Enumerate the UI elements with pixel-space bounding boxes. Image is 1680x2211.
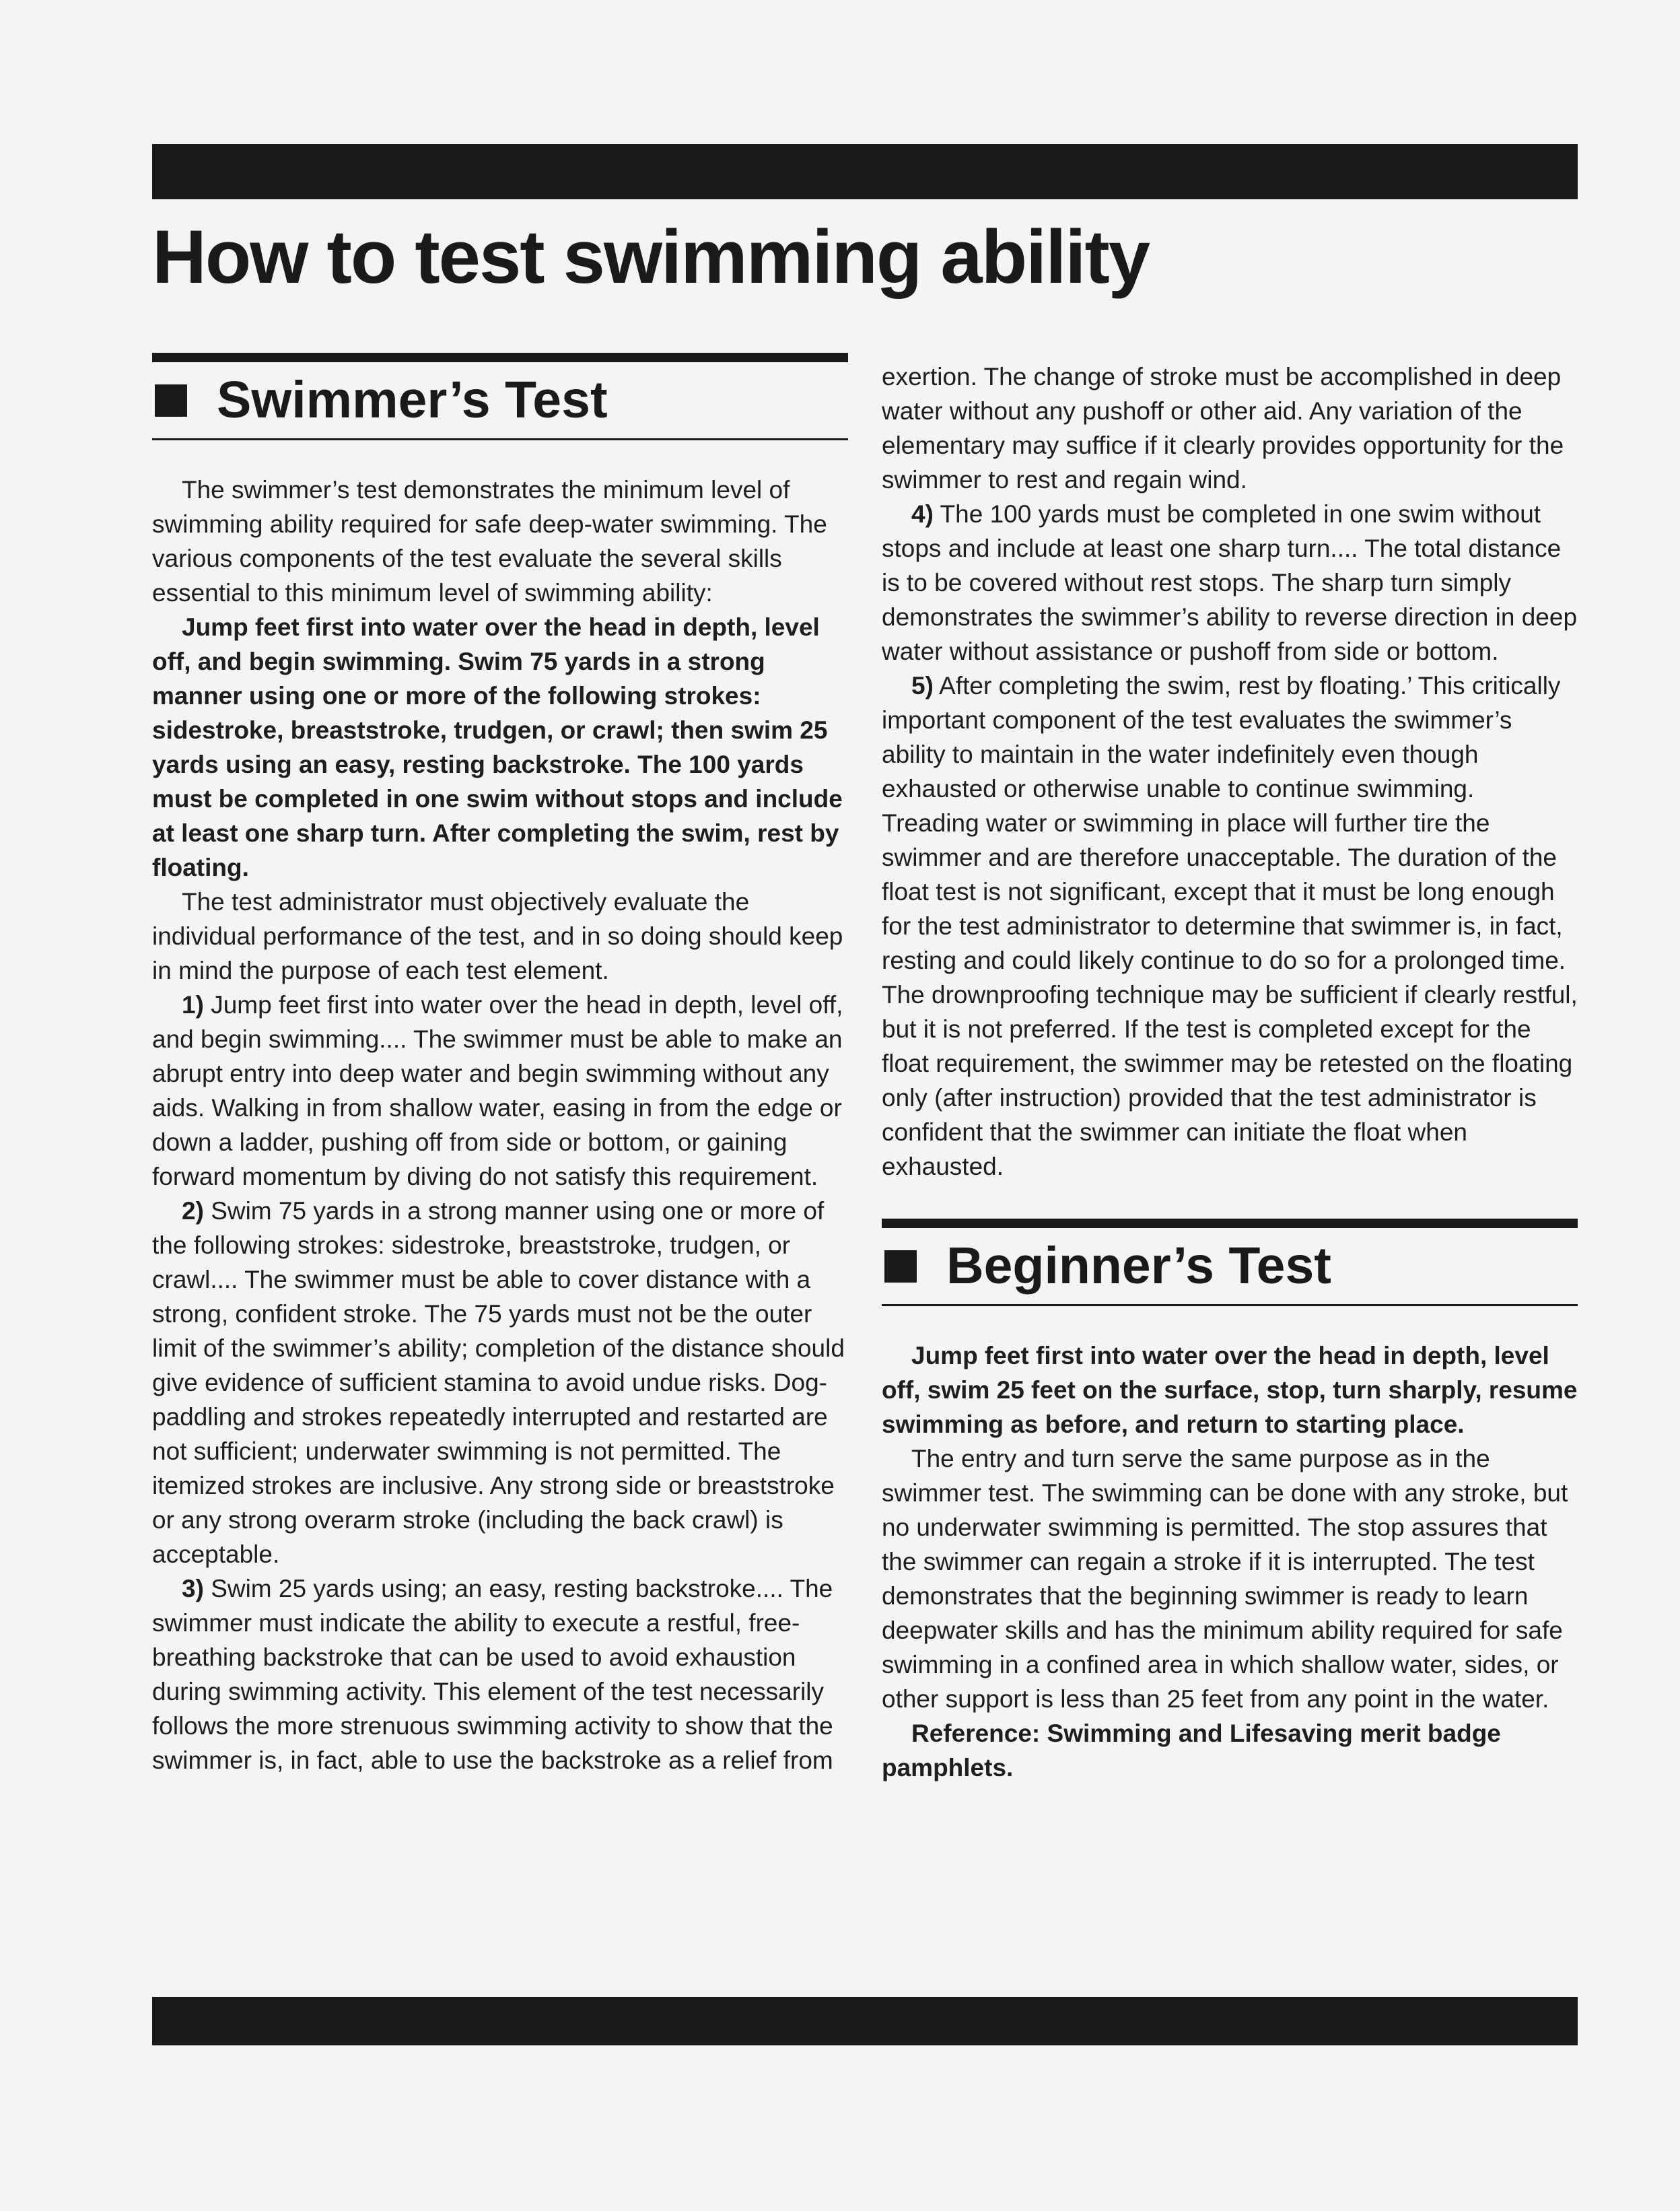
swimmers-test-header [152,353,848,440]
item-text: The 100 yards must be completed in one swim without stops and include at least one sharp turn.... The total distance is to be covered without rest stops. The sharp turn simply demonstrates the swimmer’s ability to reverse direction in deep water without assistance or pushoff from side or bottom. [882,500,1578,665]
test-element-1 [152,988,848,1194]
test-element-4 [882,497,1578,669]
beginners-test-requirement: Jump feet first into water over the head in depth, level off, swim 25 feet on the surface, stop, turn sharply, resume swimming as before, and return to starting place. [882,1342,1578,1438]
item-text: Swim 25 yards using; an easy, resting backstroke.... The swimmer must indicate the ability to execute a restful, free-breathing backstroke that can be used to avoid exhaustion during swimming activity. This element of the test necessarily follows the more strenuous swimming activity to show that the swimmer is, in fact, able to use the backstroke as a relief from [152,1575,833,1774]
beginners-test-explanation: The entry and turn serve the same purpose as in the swimmer test. The swimming can be done with any stroke, but no underwater swimming is permitted. The stop assures that the swimmer can regain a stroke if it is interrupted. The test demonstrates that the beginning swimmer is ready to learn deepwater skills and has the minimum ability required for safe swimming in a confined area in which shallow water, sides, or other support is less than 25 feet from any point in the water. [882,1445,1568,1713]
reference-note: Reference: Swimming and Lifesaving merit badge pamphlets. [882,1720,1501,1781]
item-number: 3) [182,1575,204,1602]
left-column [152,353,848,1777]
swimmers-test-heading: Swimmer’s Test [217,371,608,429]
beginners-test-header [882,1219,1578,1306]
swimmers-test-body [152,473,848,1777]
beginners-test-heading: Beginner’s Test [946,1237,1331,1295]
top-rule-bar [152,144,1578,199]
page-title: How to test swimming ability [152,215,1150,299]
beginners-test-section [882,1219,1578,1785]
item-number: 4) [911,500,934,528]
item-number: 1) [182,991,204,1019]
item-text: After completing the swim, rest by floating.’ This critically important component of the test evaluates the swimmer’s ability to maintain in the water indefinitely even though exhausted or otherwise unable to continue swimming. Treading water or swimming in place will further tire the swimmer and are therefore unacceptable. The duration of the float test is not significant, except that it must be long enough for the test administrator to determine that swimmer is, in fact, resting and could likely continue to do so for a prolonged time. The drownproofing technique may be sufficient if clearly restful, but it is not preferred. If the test is completed except for the float requirement, the swimmer may be retested on the floating only (after instruction) provided that the test administrator is confident that the swimmer can initiate the float when exhausted. [882,672,1578,1180]
right-column [882,360,1578,1785]
item-text: Swim 75 yards in a strong manner using one or more of the following strokes: sidestroke, breaststroke, trudgen, or crawl.... The swimmer must be able to cover distance with a strong, confident stroke. The 75 yards must not be the outer limit of the swimmer’s ability; completion of the distance should give evidence of sufficient stamina to avoid undue risks. Dog-paddling and strokes repeatedly interrupted and restarted are not sufficient; underwater swimming is not permitted. The itemized strokes are inclusive. Any strong side or breaststroke or any strong overarm stroke (including the back crawl) is acceptable. [152,1197,845,1568]
test-element-3 [152,1571,848,1777]
section-bullet-icon [155,384,187,417]
item-text: Jump feet first into water over the head in depth, level off, and begin swimming.... The swimmer must be able to make an abrupt entry into deep water and begin swimming without any aids. Walking in from shallow water, easing in from the edge or down a ladder, pushing off from side or bottom, or gaining forward momentum by diving do not satisfy this requirement. [152,991,843,1190]
bottom-rule-bar [152,1997,1578,2045]
test-element-2 [152,1194,848,1571]
swimmers-test-intro: The swimmer’s test demonstrates the minimum level of swimming ability required for safe deep-water swimming. The various components of the test evaluate the several skills essential to this minimum level of swimming ability: [152,476,827,607]
item-number: 5) [911,672,934,700]
test-element-3-continuation: exertion. The change of stroke must be accomplished in deep water without any pushoff or other aid. Any variation of the elementary may suffice if it clearly provides opportunity for the swimmer to rest and regain wind. [882,363,1564,494]
swimmers-test-requirement: Jump feet first into water over the head in depth, level off, and begin swimming. Swim 75 yards in a strong manner using one or more of the following strokes: sidestroke, breaststroke, trudgen, or crawl; then swim 25 yards using an easy, resting backstroke. The 100 yards must be completed in one swim without stops and include at least one sharp turn. After completing the swim, rest by floating. [152,613,843,881]
section-bullet-icon [884,1250,917,1283]
beginners-test-body [882,1338,1578,1785]
test-element-5 [882,669,1578,1184]
item-number: 2) [182,1197,204,1225]
administrator-paragraph: The test administrator must objectively evaluate the individual performance of the test, and in so doing should keep in mind the purpose of each test element. [152,888,843,984]
